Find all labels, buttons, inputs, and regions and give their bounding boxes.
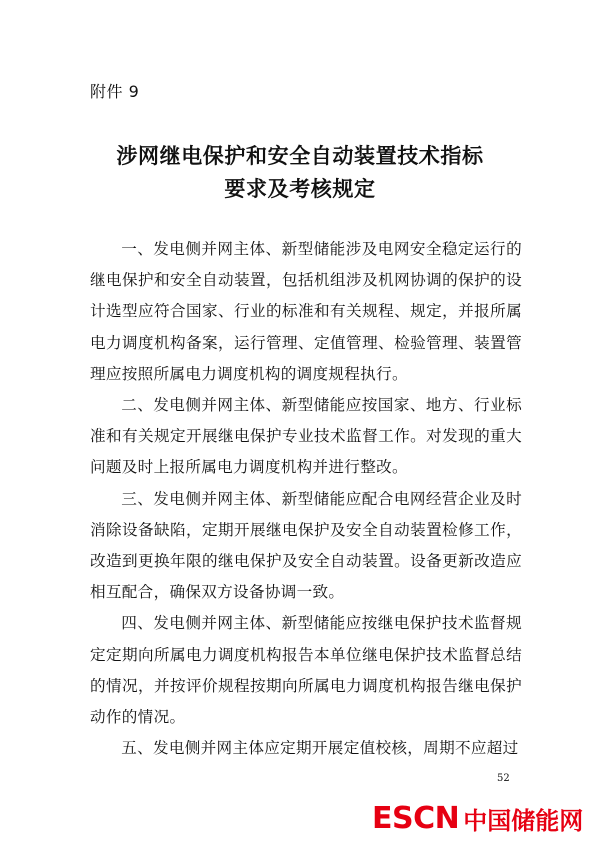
paragraph-3: 三、发电侧并网主体、新型储能应配合电网经营企业及时消除设备缺陷，定期开展继电保护及安全自动装置检修工作，改造到更换年限的继电保护及安全自动装置。设备更新改造应相互配合，确保双方设备协调一致。: [90, 489, 522, 602]
page-number: 52: [497, 773, 510, 784]
paragraph-4: 四、发电侧并网主体、新型储能应按继电保护技术监督规定定期向所属电力调度机构报告本单位继电保护技术监督总结的情况，并按评价规程按期向所属电力调度机构报告继电保护动作的情况。: [90, 614, 522, 727]
document-title-line-1: 涉网继电保护和安全自动装置技术指标: [116, 144, 484, 168]
paragraph-1: 一、发电侧并网主体、新型储能涉及电网安全稳定运行的继电保护和安全自动装置，包括机组涉及机网协调的保护的设计选型应符合国家、行业的标准和有关规程、规定，并报所属电力调度机构备案，运行管理、定值管理、检验管理、装置管理应按照所属电力调度机构的调度规程执行。: [90, 240, 522, 383]
document-body: [90, 234, 522, 764]
escn-watermark-logo: [372, 800, 583, 836]
document-title-line-2: 要求及考核规定: [224, 177, 376, 201]
attachment-label: 附件 9: [90, 82, 140, 101]
watermark-chinese: 中国储能网: [463, 806, 584, 835]
paragraph-2: 二、发电侧并网主体、新型储能应按国家、地方、行业标准和有关规定开展继电保护专业技术监督工作。对发现的重大问题及时上报所属电力调度机构并进行整改。: [90, 396, 522, 477]
paragraph-5: 五、发电侧并网主体应定期开展定值校核，周期不应超过: [121, 739, 519, 758]
watermark-latin: ESCN: [372, 800, 460, 836]
